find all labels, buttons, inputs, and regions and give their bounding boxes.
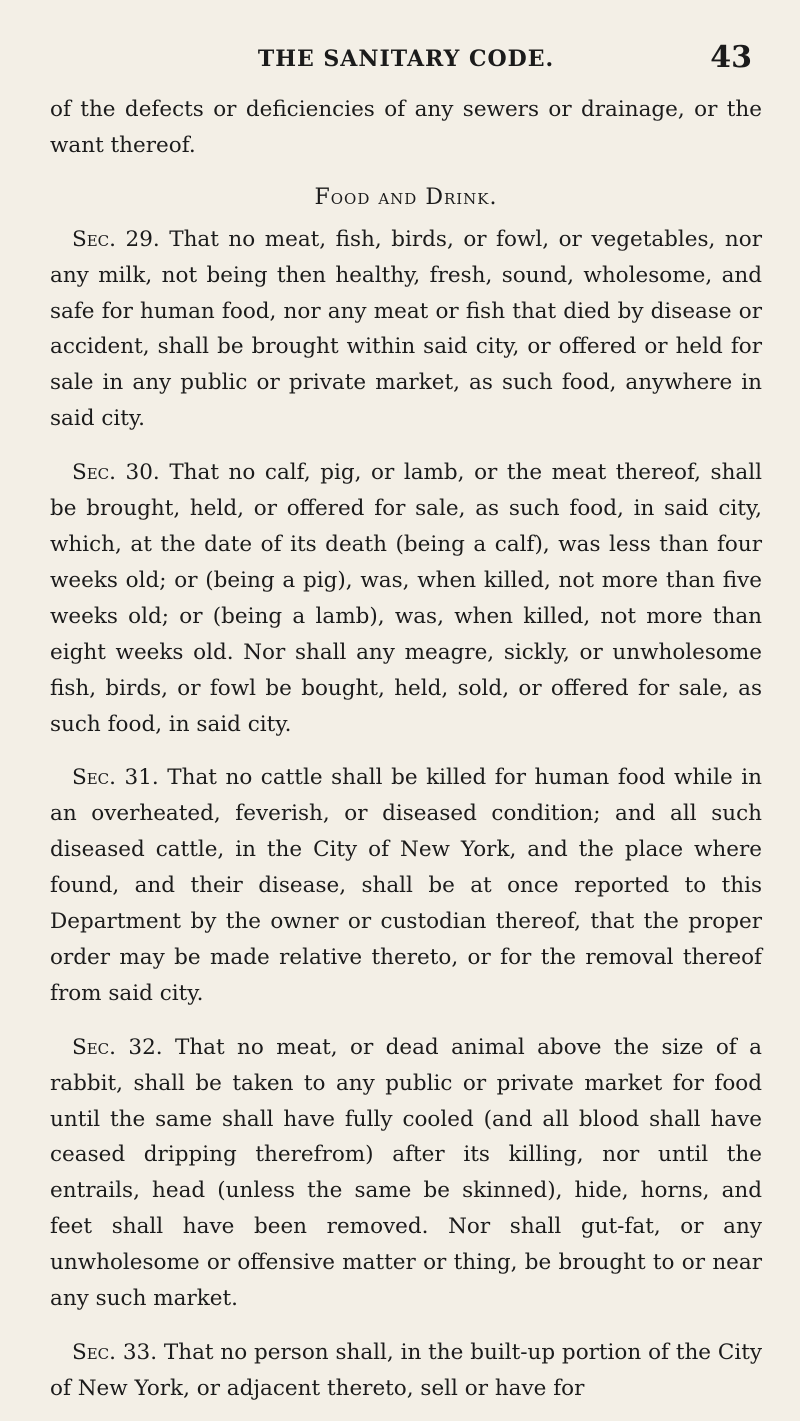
section-29-text: That no meat, fish, birds, or fowl, or vegetables, nor any milk, not being then healthy, fresh, sound, wholesome, and safe for human food, nor any meat or fish that died by disease or accident, shall be brought within said city, or offered or held for sale in any public or private market, as such food, anywhere in said city. — [50, 226, 762, 432]
page-number: 43 — [710, 40, 752, 75]
section-32-label: Sec. 32. — [72, 1034, 163, 1060]
section-32-text: That no meat, or dead animal above the size of a rabbit, shall be taken to any public or private market for food until the same shall have fully cooled (and all blood shall have ceased dripping therefrom) after its killing, nor until the entrails, head (unless the same be skinned), hide, horns, and feet shall have been removed. Nor shall gut-fat, or any unwholesome or offensive matter or thing, be brought to or near any such market. — [50, 1034, 762, 1312]
section-29-paragraph — [50, 222, 762, 437]
book-page — [0, 40, 800, 1421]
running-head-title: THE SANITARY CODE. — [257, 46, 555, 72]
continued-paragraph: of the defects or deficiencies of any sewers or drainage, or the want thereof. — [50, 97, 762, 158]
section-32-paragraph — [50, 1030, 762, 1317]
section-30-text: That no calf, pig, or lamb, or the meat thereof, shall be brought, held, or offered for sale, as such food, in said city, which, at the date of its death (being a calf), was less than four weeks old; or (being a pig), was, when killed, not more than five weeks old; or (being a lamb), was, when killed, not more than eight weeks old. Nor shall any meagre, sickly, or unwholesome fish, birds, or fowl be bought, held, sold, or offered for sale, as such food, in said city. — [50, 460, 762, 737]
section-heading: Food and Drink. — [314, 184, 498, 210]
section-33-label: Sec. 33. — [72, 1340, 158, 1365]
section-33-text: That no person shall, in the built-up portion of the City of New York, or adjacent thereto, sell or have for — [50, 1340, 762, 1401]
section-31-label: Sec. 31. — [72, 765, 159, 791]
section-30-paragraph — [50, 455, 762, 742]
section-33-paragraph — [50, 1335, 762, 1407]
section-31-paragraph — [50, 760, 762, 1011]
section-30-label: Sec. 30. — [72, 460, 160, 486]
section-31-text: That no cattle shall be killed for human food while in an overheated, feverish, or diseased condition; and all such diseased cattle, in the City of New York, and the place where found, and their disease, shall be at once reported to this Department by the owner or custodian thereof, that the proper order may be made relative thereto, or for the removal thereof from said city. — [50, 765, 762, 1006]
body-text — [50, 92, 762, 1407]
section-29-label: Sec. 29. — [72, 226, 160, 252]
running-head — [50, 40, 762, 80]
